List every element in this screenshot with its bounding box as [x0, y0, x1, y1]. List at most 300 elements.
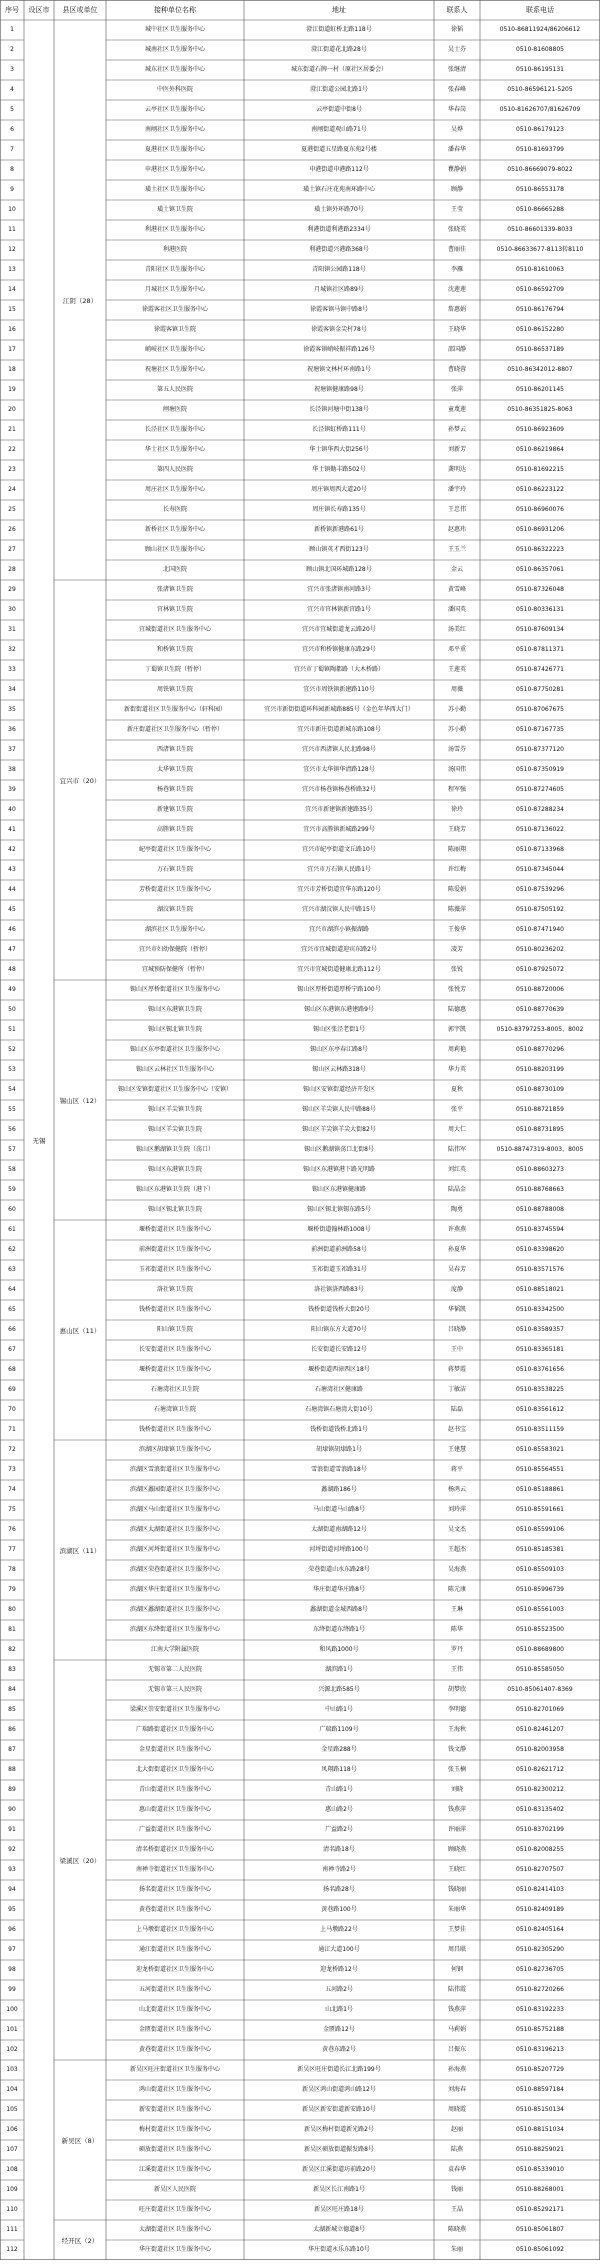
address-cell: 顾山镇英才西街123号: [309, 546, 369, 553]
contact-cell: 王晶: [450, 2206, 463, 2213]
contact-cell: 张春峰: [447, 86, 466, 93]
phone-cell: 0510-87288234: [516, 806, 564, 813]
contact-cell: 许燕燕: [447, 1226, 466, 1233]
unit-name-cell: 新街街道社区卫生服务中心（轩科园）: [123, 706, 226, 713]
unit-name-cell: 硕放街道社区卫生服务中心: [138, 2146, 211, 2153]
contact-cell: 孙海燕: [447, 2066, 466, 2073]
unit-name-cell: 夏港社区卫生服务中心: [144, 146, 205, 153]
unit-name-cell: 山北街道社区卫生服务中心: [138, 2006, 211, 2013]
address-cell: 长泾镇虹桥路111号: [312, 426, 366, 433]
unit-name-cell: 太华镇卫生院: [156, 766, 193, 773]
phone-cell: 0510-88747319-8003、8005: [496, 1146, 584, 1153]
seq-cell: 63: [8, 1266, 16, 1273]
phone-cell: 0510-87811371: [516, 646, 564, 653]
address-cell: 云亭街道中街8号: [316, 106, 362, 113]
unit-name-cell: 滨湖区华庄街道社区卫生服务中心: [129, 1586, 220, 1593]
phone-cell: 0510-82701069: [516, 1706, 564, 1713]
phone-cell: 0510-85561003: [516, 1606, 564, 1613]
unit-name-cell: 太湖街道社区卫生服务中心: [138, 2226, 211, 2233]
contact-cell: 陈晓燕: [447, 2226, 466, 2233]
phone-cell: 0510-82300212: [516, 1786, 564, 1793]
unit-name-cell: 青阳社区卫生服务中心: [144, 266, 205, 273]
address-cell: 周庄镇长寿路135号: [312, 506, 366, 513]
contact-cell: 王琳: [450, 1606, 463, 1613]
phone-cell: 0510-83797253-8005、8002: [496, 1026, 584, 1033]
phone-cell: 0510-82461207: [516, 1726, 564, 1733]
seq-cell: 60: [8, 1206, 16, 1213]
seq-cell: 54: [8, 1086, 16, 1093]
address-cell: 长安街道长安路12号: [311, 1346, 367, 1353]
seq-cell: 40: [8, 806, 16, 813]
contact-cell: 夏秋: [450, 1086, 463, 1093]
contact-cell: 徐玲: [450, 806, 463, 813]
contact-cell: 钱晓丽: [447, 1886, 466, 1893]
phone-cell: 0510-87426771: [516, 666, 564, 673]
contact-cell: 陆德惠: [447, 1006, 466, 1013]
address-cell: 新吴区旺庄街道长江北路199号: [297, 2066, 381, 2073]
address-cell: 石塘湾镇石塘湾大街10号: [305, 1406, 373, 1413]
contact-cell: 王建慧: [447, 1446, 466, 1453]
address-cell: 青阳镇公园路118号: [312, 266, 366, 273]
seq-cell: 48: [8, 966, 16, 973]
address-cell: 华庄街道永乐东路10号: [308, 2246, 370, 2253]
unit-name-cell: 滨湖区马山街道社区卫生服务中心: [129, 1506, 220, 1513]
phone-cell: 0510-86179123: [516, 126, 564, 133]
seq-cell: 32: [8, 646, 16, 653]
seq-cell: 10: [8, 206, 16, 213]
phone-cell: 0510-86537189: [516, 346, 564, 353]
seq-cell: 65: [8, 1306, 16, 1313]
contact-cell: 郭宇凯: [447, 1026, 466, 1033]
contact-cell: 华韬凯: [447, 1306, 466, 1313]
address-cell: 山北路1号: [325, 2006, 353, 2013]
address-cell: 黄巷东路2号: [322, 2046, 356, 2053]
unit-name-cell: 钱桥街道社区卫生服务中心: [138, 1306, 211, 1313]
address-cell: 黄巷路100号: [321, 1906, 357, 1913]
contact-cell: 陈爱娟: [447, 886, 466, 893]
contact-cell: 孙夏华: [447, 1246, 466, 1253]
address-cell: 徐霞客镇马镇中路8号: [310, 306, 368, 313]
phone-cell: 0510-88203199: [516, 1066, 564, 1073]
phone-cell: 0510-82621712: [516, 1766, 564, 1773]
address-cell: 宜兴市杨巷镇杨巷桥路32号: [302, 786, 376, 793]
phone-cell: 0510-83702199: [516, 1826, 564, 1833]
seq-cell: 94: [8, 1886, 16, 1893]
phone-cell: 0510-87609134: [516, 626, 564, 633]
seq-cell: 101: [6, 2026, 18, 2033]
unit-name-cell: 新建镇卫生院: [156, 806, 193, 813]
unit-name-cell: 石塘湾镇卫生院: [153, 1406, 196, 1413]
address-cell: 宜兴市官林镇新官路1号: [307, 606, 371, 613]
unit-name-cell: 锡山区锡北镇卫生院: [147, 1026, 202, 1033]
unit-name-cell: 宜兴市妇幼保健院（暂停）: [138, 946, 211, 953]
contact-cell: 庞静: [450, 1286, 463, 1293]
address-cell: 宜兴市芳桥街道宜华东路120号: [297, 886, 381, 893]
address-cell: 石塘湾社区健康路: [314, 1386, 363, 1393]
contact-cell: 王伟: [450, 1666, 463, 1673]
phone-cell: 0510-82707507: [516, 1866, 564, 1873]
phone-cell: 0510-85150134: [516, 2106, 564, 2113]
contact-cell: 李明德: [447, 1706, 466, 1713]
contact-cell: 刘红英: [447, 1166, 466, 1173]
unit-name-cell: 长寿医院: [162, 506, 187, 513]
address-cell: 城东街道石牌一村（原社区居委会）: [290, 66, 387, 73]
phone-cell: 0510-82414103: [516, 1886, 564, 1893]
contact-cell: 周昌联: [447, 1946, 466, 1953]
seq-cell: 109: [6, 2186, 18, 2193]
address-cell: 澄江街道公园北路1号: [310, 86, 368, 93]
contact-cell: 刘晓: [450, 1786, 463, 1793]
seq-cell: 77: [8, 1546, 16, 1553]
unit-name-cell: 官林镇卫生院: [156, 606, 193, 613]
address-cell: 利港街道兴港路368号: [309, 246, 369, 253]
address-cell: 蠡湖路186号: [321, 1486, 357, 1493]
seq-cell: 78: [8, 1566, 16, 1573]
contact-cell: 王玉兰: [447, 546, 466, 553]
phone-cell: 0510-86176794: [516, 306, 564, 313]
unit-name-cell: 华士社区卫生服务中心: [144, 446, 205, 453]
address-cell: 和风路1000号: [319, 1646, 359, 1653]
phone-cell: 0510-85339010: [516, 2166, 564, 2173]
unit-name-cell: 顾山社区卫生服务中心: [144, 546, 205, 553]
seq-cell: 21: [8, 426, 16, 433]
address-cell: 宜兴市太华镇华清路128号: [303, 766, 375, 773]
address-cell: 华士镇勤丰路502号: [312, 466, 366, 473]
address-cell: 锡山区鹅湖镇荡口北街8号: [304, 1146, 374, 1153]
contact-cell: 陈华: [450, 1626, 463, 1633]
phone-cell: 0510-83571576: [516, 1266, 564, 1273]
contact-cell: 朱丽: [450, 2246, 463, 2253]
contact-cell: 瞿静娟: [447, 166, 466, 173]
address-cell: 迎龙桥路12号: [320, 1966, 358, 1973]
seq-cell: 27: [8, 546, 16, 553]
seq-cell: 87: [8, 1746, 16, 1753]
address-cell: 宜兴市张渚镇南河路3号: [307, 586, 371, 593]
phone-cell: 0510-85061807: [516, 2226, 564, 2233]
contact-cell: 胡梦欣: [447, 1686, 466, 1693]
phone-cell: 0510-83365181: [516, 1346, 564, 1353]
phone-cell: 0510-86665288: [516, 206, 564, 213]
county-group-cell: 江阴（28）: [62, 296, 98, 305]
contact-cell: 王晓芳: [447, 826, 466, 833]
contact-cell: 金云: [450, 566, 463, 573]
phone-cell: 0510-81692215: [516, 466, 564, 473]
unit-name-cell: 璜土镇卫生院: [156, 206, 193, 213]
contact-cell: 詹惠娟: [447, 306, 466, 313]
contact-cell: 邵国静: [447, 346, 466, 353]
contact-cell: 刘玲萍: [447, 1506, 466, 1513]
seq-cell: 84: [8, 1686, 16, 1693]
unit-name-cell: 梅村街道社区卫生服务中心: [138, 2126, 211, 2133]
seq-cell: 111: [6, 2226, 18, 2233]
address-cell: 澄江街道花北路28号: [311, 46, 367, 53]
seq-cell: 30: [8, 606, 16, 613]
address-cell: 祝塘镇健康路98号: [314, 386, 364, 393]
unit-name-cell: 鸿山街道社区卫生服务中心: [138, 2086, 211, 2093]
contact-cell: 蒋平: [450, 1466, 463, 1473]
seq-cell: 62: [8, 1246, 16, 1253]
phone-cell: 0510-88151034: [516, 2126, 564, 2133]
unit-name-cell: 万石镇卫生院: [156, 866, 193, 873]
address-cell: 徐霞客镇峭岐振祥路126号: [303, 346, 375, 353]
unit-name-cell: 城中社区卫生服务中心: [144, 26, 205, 33]
contact-cell: 吴春芳: [447, 1266, 466, 1273]
phone-cell: 0510-80236202: [516, 946, 564, 953]
contact-cell: 吴文杰: [447, 1526, 466, 1533]
contact-cell: 顾晓燕: [447, 1846, 466, 1853]
phone-cell: 0510-85996739: [516, 1586, 564, 1593]
address-cell: 锡山区张泾老街1号: [313, 1026, 365, 1033]
phone-cell: 0510-83561612: [516, 1406, 564, 1413]
phone-cell: 0510-85188861: [516, 1486, 564, 1493]
unit-name-cell: 江溪街道社区卫生服务中心: [138, 2166, 211, 2173]
address-cell: 前洲街道前洲路58号: [311, 1246, 367, 1253]
county-group-cell: 惠山区（11）: [59, 1326, 101, 1335]
seq-cell: 18: [8, 366, 16, 373]
address-cell: 河埒街道河埒路100号: [309, 1546, 369, 1553]
unit-name-cell: 滨湖区胡埭镇卫生服务中心: [138, 1446, 211, 1453]
seq-cell: 82: [8, 1646, 16, 1653]
unit-name-cell: 黄巷街道社区卫生服务中心: [138, 1906, 211, 1913]
seq-cell: 28: [8, 566, 16, 573]
unit-name-cell: 长泾社区卫生服务中心: [144, 426, 205, 433]
contact-cell: 王中: [450, 1346, 463, 1353]
county-group-cell: 宜兴市（20）: [59, 776, 101, 785]
header-city: 设区市: [28, 6, 50, 14]
address-cell: 洛社镇洛西路83号: [314, 1286, 364, 1293]
header-phone: 联系电话: [526, 6, 554, 14]
seq-cell: 74: [8, 1486, 16, 1493]
seq-cell: 81: [8, 1626, 16, 1633]
address-cell: 清名路18号: [323, 1846, 355, 1853]
address-cell: 东绛街道东绛路1号: [313, 1626, 365, 1633]
seq-cell: 106: [6, 2126, 18, 2133]
seq-cell: 47: [8, 946, 16, 953]
unit-name-cell: 滨湖区河埒街道社区卫生服务中心: [129, 1546, 220, 1553]
address-cell: 宜兴市湖㳇镇人民中路15号: [302, 906, 376, 913]
address-cell: 锡山区云林路318号: [312, 1066, 366, 1073]
unit-name-cell: 前洲街道社区卫生服务中心: [138, 1246, 211, 1253]
unit-name-cell: 云亭社区卫生服务中心: [144, 106, 205, 113]
contact-cell: 潘宇玲: [447, 486, 466, 493]
contact-cell: 苏小勤: [447, 726, 466, 733]
seq-cell: 5: [10, 106, 14, 113]
phone-cell: 0510-82305290: [516, 1946, 564, 1953]
phone-cell: 0510-83135402: [516, 1806, 564, 1813]
seq-cell: 72: [8, 1446, 16, 1453]
seq-cell: 37: [8, 746, 16, 753]
unit-name-cell: 月城社区卫生服务中心: [144, 286, 205, 293]
seq-cell: 34: [8, 686, 16, 693]
contact-cell: 周莉艳: [447, 1046, 466, 1053]
seq-cell: 39: [8, 786, 16, 793]
seq-cell: 58: [8, 1166, 16, 1173]
address-cell: 宜兴市宜城街道龙云路20号: [302, 626, 376, 633]
phone-cell: 0510-88689800: [516, 1646, 564, 1653]
unit-name-cell: 城东社区卫生服务中心: [144, 66, 205, 73]
seq-cell: 20: [8, 406, 16, 413]
seq-cell: 67: [8, 1346, 16, 1353]
address-cell: 新吴区鸿山街道鸿山路12号: [302, 2086, 376, 2093]
unit-name-cell: 新吴区旺庄街道社区卫生服务中心: [129, 2066, 220, 2073]
address-cell: 宜兴市万石镇人民路1号: [307, 866, 371, 873]
address-cell: 锡山区东港镇东港建路9号: [304, 1006, 374, 1013]
unit-name-cell: 阳山镇卫生院: [156, 1326, 193, 1333]
contact-cell: 龚明达: [447, 466, 466, 473]
address-cell: 南禅寺路2号: [322, 1866, 356, 1873]
contact-cell: 吕晓静: [447, 1326, 466, 1333]
phone-cell: 0510-82405164: [516, 1926, 564, 1933]
address-cell: 璜土镇石庄花苑南环路中心: [302, 186, 375, 193]
seq-cell: 7: [10, 146, 14, 153]
unit-name-cell: 第四人民医院: [156, 466, 193, 473]
seq-cell: 41: [8, 826, 16, 833]
phone-cell: 0510-85061092: [516, 2246, 564, 2253]
unit-name-cell: 南禅寺街道社区卫生服务中心: [135, 1866, 214, 1873]
address-cell: 五河路2号: [325, 1986, 353, 1993]
contact-cell: 丁敏洁: [447, 1386, 466, 1393]
seq-cell: 57: [8, 1146, 16, 1153]
contact-cell: 潘春华: [447, 146, 466, 153]
contact-cell: 罗丹: [450, 1646, 463, 1653]
phone-cell: 0510-87539296: [516, 886, 564, 893]
contact-cell: 张晓英: [447, 226, 466, 233]
contact-cell: 吴海燕: [447, 1566, 466, 1573]
unit-name-cell: 华庄街道社区卫生服务中心: [138, 2246, 211, 2253]
contact-cell: 王忠伟: [447, 506, 466, 513]
seq-cell: 6: [10, 126, 14, 133]
phone-cell: 0510-85292171: [516, 2206, 564, 2213]
address-cell: 新吴区旺庄路18号: [314, 2206, 364, 2213]
address-cell: 宜兴市丁蜀镇陶都路（大木桥路）: [293, 666, 384, 673]
unit-name-cell: 湖㳇镇卫生院: [156, 906, 193, 913]
unit-name-cell: 新吴区人民医院: [153, 2186, 196, 2193]
unit-name-cell: 金匮街道社区卫生服务中心: [138, 2026, 211, 2033]
phone-cell: 0510-87274605: [516, 786, 564, 793]
address-cell: 宜兴市和桥镇健康东路29号: [302, 646, 376, 653]
seq-cell: 80: [8, 1606, 16, 1613]
unit-name-cell: 高塍镇卫生院: [156, 826, 193, 833]
address-cell: 锡山区羊尖镇人民中路88号: [302, 1106, 376, 1113]
address-cell: 钱桥街道钱桥北路1号: [310, 1426, 368, 1433]
phone-cell: 0510-86633677-8113转8110: [496, 246, 584, 253]
seq-cell: 46: [8, 926, 16, 933]
address-cell: 夏港街道五星路夏东苑2号楼: [301, 146, 377, 153]
phone-cell: 0510-87326048: [516, 586, 564, 593]
unit-name-cell: 利港社区卫生服务中心: [144, 226, 205, 233]
phone-cell: 0510-86669079-8022: [507, 166, 573, 173]
contact-cell: 潘国英: [447, 606, 466, 613]
seq-cell: 69: [8, 1386, 16, 1393]
unit-name-cell: 周铁镇卫生院: [156, 686, 193, 693]
contact-cell: 张继清: [447, 66, 466, 73]
address-cell: 锡山区东港镇健康路: [311, 1186, 366, 1193]
address-cell: 青山路1号: [325, 1786, 353, 1793]
contact-cell: 蒋梦霞: [447, 1366, 466, 1373]
unit-name-cell: 第五人民医院: [156, 386, 193, 393]
unit-name-cell: 宜城预防保健所（暂停）: [141, 966, 208, 973]
seq-cell: 33: [8, 666, 16, 673]
seq-cell: 4: [10, 86, 14, 93]
seq-cell: 16: [8, 326, 16, 333]
phone-cell: 0510-83761656: [516, 1366, 564, 1373]
unit-name-cell: 丁蜀镇卫生院（暂停）: [144, 666, 205, 673]
phone-cell: 0510-82409189: [516, 1906, 564, 1913]
contact-cell: 杨鸿云: [447, 1486, 466, 1493]
phone-cell: 0510-81693799: [516, 146, 564, 153]
phone-cell: 0510-82003958: [516, 1746, 564, 1753]
contact-cell: 周薇: [450, 686, 463, 693]
address-cell: 宜兴市宜城街道迎宾东路2号: [301, 946, 377, 953]
seq-cell: 22: [8, 446, 16, 453]
address-cell: 太湖新城立德道8号: [313, 2226, 365, 2233]
phone-cell: 0510-87167735: [516, 726, 564, 733]
unit-name-cell: 旺庄街道社区卫生服务中心: [138, 2206, 211, 2213]
contact-cell: 汤美红: [447, 626, 466, 633]
phone-cell: 0510-86601339-8033: [507, 226, 573, 233]
contact-cell: 王莹: [450, 206, 463, 213]
unit-name-cell: 申港社区卫生服务中心: [144, 166, 205, 173]
contact-cell: 华春岗: [447, 106, 466, 113]
contact-cell: 刘新芳: [447, 446, 466, 453]
phone-cell: 0510-88731895: [516, 1126, 564, 1133]
seq-cell: 86: [8, 1726, 16, 1733]
unit-name-cell: 北国医院: [162, 566, 187, 573]
contact-cell: 钱丽: [450, 2186, 463, 2193]
address-cell: 堰桥街道翰林路1008号: [307, 1226, 371, 1233]
address-cell: 扬名路28号: [323, 1886, 355, 1893]
unit-name-cell: 张渚镇卫生院: [156, 586, 193, 593]
contact-cell: 马莉娟: [447, 2026, 466, 2033]
unit-name-cell: 新庄街道社区卫生服务中心（暂停）: [126, 726, 223, 733]
seq-cell: 76: [8, 1526, 16, 1533]
seq-cell: 92: [8, 1846, 16, 1853]
contact-cell: 吕振东: [447, 2046, 466, 2053]
contact-cell: 周晓霞: [447, 2106, 466, 2113]
seq-cell: 66: [8, 1326, 16, 1333]
contact-cell: 华力英: [447, 1066, 466, 1073]
phone-cell: 0510-87133968: [516, 846, 564, 853]
unit-name-cell: 无锡市第二人民医院: [147, 1666, 202, 1673]
unit-name-cell: 石塘湾社区卫生院: [150, 1386, 199, 1393]
contact-cell: 黄雪峰: [447, 586, 466, 593]
seq-cell: 100: [6, 2006, 18, 2013]
address-cell: 华士镇华西大街256号: [309, 446, 369, 453]
seq-cell: 79: [8, 1586, 16, 1593]
phone-cell: 0510-88603273: [516, 1166, 564, 1173]
seq-cell: 56: [8, 1126, 16, 1133]
address-cell: 新吴区江溪街道坊前路20号: [302, 2166, 376, 2173]
unit-name-cell: 无锡市第三人民医院: [147, 1686, 202, 1693]
header-contact: 联系人: [446, 6, 468, 14]
phone-cell: 0510-82720266: [516, 1986, 564, 1993]
unit-name-cell: 梁溪区崇安街道社区卫生服务中心: [129, 1706, 220, 1713]
address-cell: 宜兴市西渚镇人民北路98号: [302, 746, 376, 753]
unit-name-cell: 徐霞客镇卫生院: [153, 326, 196, 333]
seq-cell: 83: [8, 1666, 16, 1673]
contact-cell: 王俊华: [447, 926, 466, 933]
city-cell: 无锡: [32, 1136, 46, 1145]
contact-cell: 王晓华: [447, 326, 466, 333]
seq-cell: 19: [8, 386, 16, 393]
phone-cell: 0510-86592709: [516, 286, 564, 293]
address-cell: 玉祁街道玉祁路31号: [311, 1266, 367, 1273]
unit-name-cell: 锡山区东亭街道社区卫生服务中心: [129, 1046, 220, 1053]
seq-cell: 104: [6, 2086, 18, 2093]
contact-cell: 何钢: [450, 1966, 463, 1973]
unit-name-cell: 新桥社区卫生服务中心: [144, 526, 205, 533]
contact-cell: 苏小勤: [447, 706, 466, 713]
